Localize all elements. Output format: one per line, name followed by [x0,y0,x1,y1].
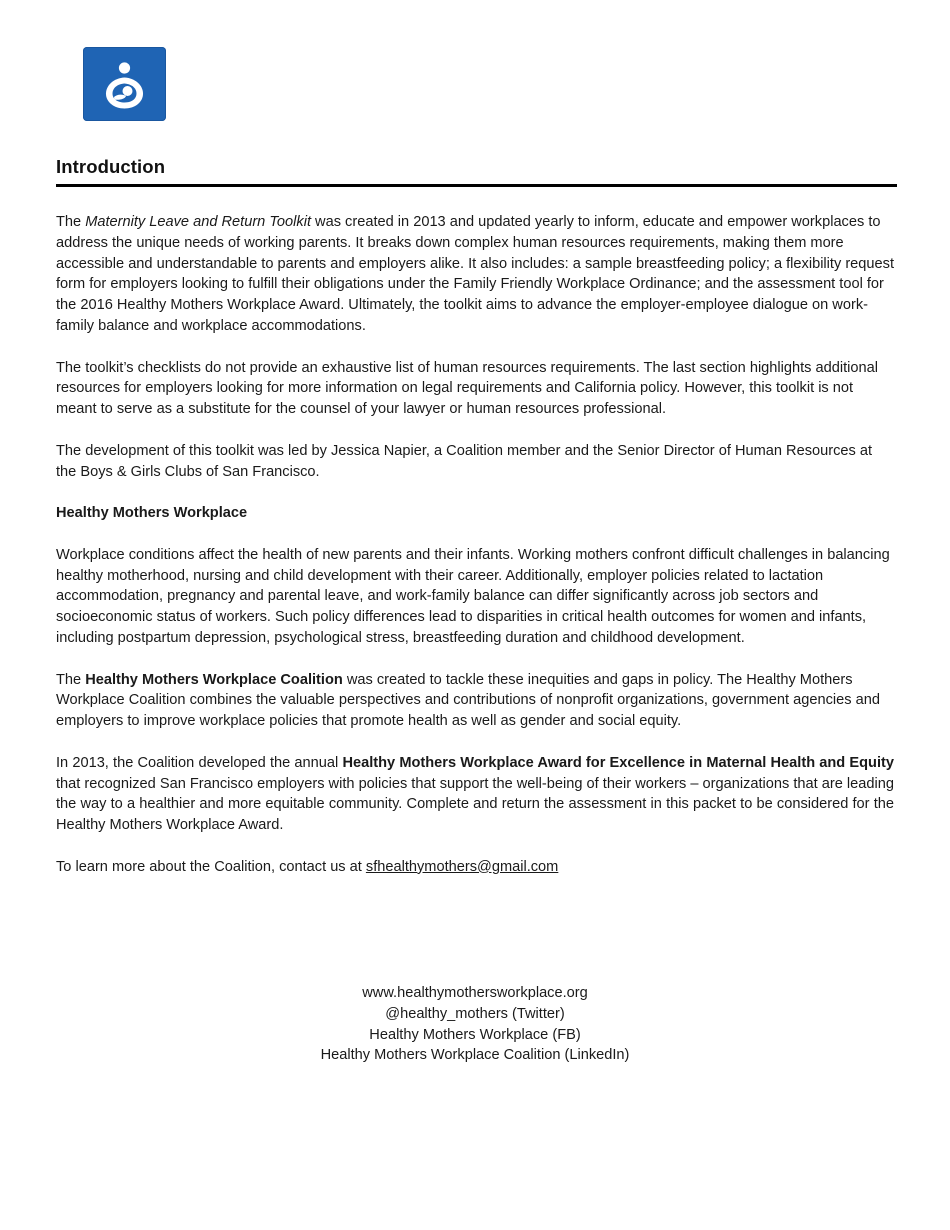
linkedin-page: Healthy Mothers Workplace Coalition (LinkedIn) [320,1047,630,1064]
intro-paragraph-2: The toolkit’s checklists do not provide an exhaustive list of human resources requirements. The last section highlights additional resources for employers looking for more information on legal requirements and California policy. However, this toolkit is not meant to serve as a substitute for the counsel of your lawyer or human resources professional. [56,359,879,418]
breastfeeding-logo [83,47,166,121]
page-title: Introduction [56,156,166,177]
hmw-paragraph-3: In 2013, the Coalition developed the annual Healthy Mothers Workplace Award for Excellence in Maternal Health and Equity that recognized San Francisco employers with policies that support the well-being of their workers – organizations that are leading the way to a healthier and more equitable community. Complete and return the assessment in this packet to be considered for the Healthy Mothers Workplace Award. [56,754,894,834]
contact-email-link[interactable]: sfhealthymothers@gmail.com [365,858,559,875]
intro-paragraph-3: The development of this toolkit was led by Jessica Napier, a Coalition member and the Senior Director of Human Resources at the Boys & Girls Clubs of San Francisco. [56,442,873,480]
section-subheading: Healthy Mothers Workplace [56,505,248,522]
facebook-page: Healthy Mothers Workplace (FB) [369,1026,581,1043]
footer-links [0,983,950,1066]
coalition-name: Healthy Mothers Workplace Coalition [85,671,343,688]
contact-line: To learn more about the Coalition, contact us at sfhealthymothers@gmail.com [56,858,559,875]
title-divider [56,184,897,187]
award-name: Healthy Mothers Workplace Award for Excellence in Maternal Health and Equity [342,754,894,771]
twitter-handle: @healthy_mothers (Twitter) [385,1005,565,1022]
intro-paragraph-1: The Maternity Leave and Return Toolkit was created in 2013 and updated yearly to inform, educate and empower workplaces to address the unique needs of working parents. It breaks down complex human resources requirements, making them more accessible and understandable to parents and employers alike. It also includes: a sample breastfeeding policy; a flexibility request form for employers looking to fulfill their obligations under the Family Friendly Workplace Ordinance; and the assessment tool for the 2016 Healthy Mothers Workplace Award. Ultimately, the toolkit aims to advance the employer-employee dialogue on work-family balance and workplace accommodations. [56,214,895,334]
hmw-paragraph-1: Workplace conditions affect the health of new parents and their infants. Working mothers confront difficult challenges in balancing healthy motherhood, nursing and child development with their career. Additionally, employer policies related to lactation accommodation, pregnancy and parental leave, and work-family balance can differ significantly across job sectors and socioeconomic status of workers. Such policy differences lead to disparities in critical health outcomes for women and infants, including postpartum depression, psychological stress, breastfeeding duration and childhood development. [56,546,890,646]
document-body [56,212,894,878]
breastfeeding-icon [83,47,166,121]
hmw-paragraph-2: The Healthy Mothers Workplace Coalition was created to tackle these inequities and gaps in policy. The Healthy Mothers Workplace Coalition combines the valuable perspectives and contributions of nonprofit organizations, government agencies and employers to improve workplace policies that promote health as well as gender and social equity. [56,671,880,730]
website-link[interactable]: www.healthymothersworkplace.org [362,985,588,1001]
toolkit-title: Maternity Leave and Return Toolkit [85,214,311,230]
